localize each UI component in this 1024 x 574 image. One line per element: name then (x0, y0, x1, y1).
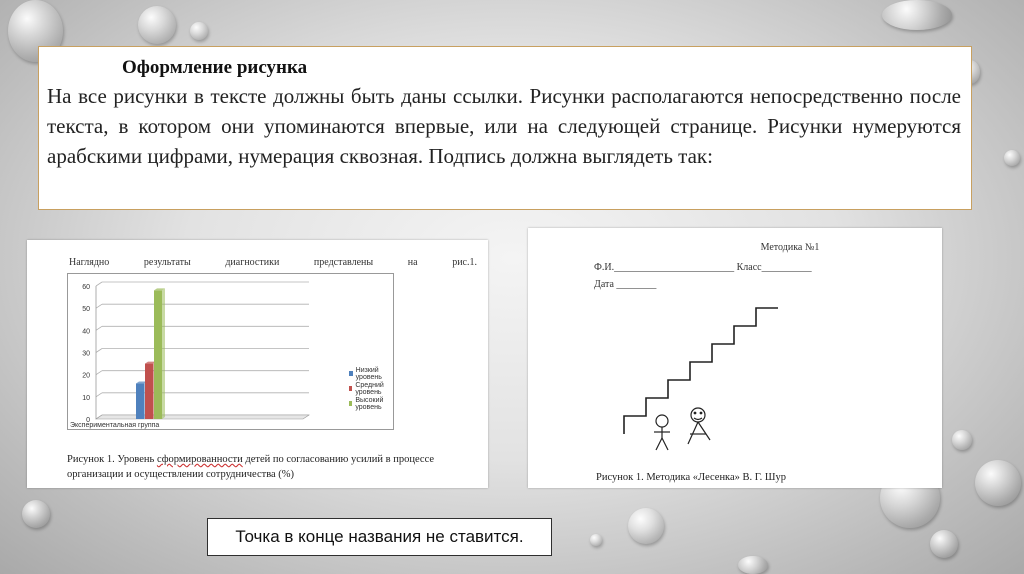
gridline-depth (96, 282, 102, 286)
water-drop-decoration (628, 508, 664, 544)
water-drop-decoration (952, 430, 972, 450)
date-line: Дата ________ (594, 279, 657, 290)
chart-floor (96, 415, 309, 419)
water-drop-decoration (738, 556, 768, 574)
y-tick-label: 50 (82, 306, 90, 314)
figure-caption (67, 452, 477, 482)
water-drop-decoration (590, 534, 602, 546)
legend-swatch (349, 371, 353, 376)
gridline-depth (96, 371, 102, 375)
bar (154, 290, 162, 419)
water-drop-decoration (975, 460, 1021, 506)
gridline-depth (96, 326, 102, 330)
water-drop-decoration (882, 0, 952, 30)
water-drop-decoration (930, 530, 958, 558)
bar (136, 384, 144, 419)
caption-text: Рисунок 1. Уровень (67, 454, 157, 465)
legend-item (349, 396, 393, 411)
slide-body-text: На все рисунки в тексте должны быть даны ссылки. Рисунки располагаются непосредственно после текста, в котором они упоминаются впервые, или на следующей странице. Рисунки нумеруются арабскими цифрами, нумерация сквозная. Подпись должна выглядеть так: (47, 84, 961, 168)
y-tick-label: 0 (86, 417, 90, 424)
y-tick-label: 40 (82, 328, 90, 336)
slide-heading: Оформление рисунка (122, 57, 308, 78)
stick-figure-right (688, 408, 710, 444)
gridline-depth (96, 304, 102, 308)
y-tick-label: 30 (82, 350, 90, 358)
intro-word: Наглядно (69, 257, 110, 268)
intro-word: рис.1. (452, 257, 477, 268)
method-title: Методика №1 (760, 242, 820, 253)
intro-word: результаты (143, 257, 191, 268)
stick-figure-left (654, 415, 670, 450)
figure-chart-example (27, 240, 488, 488)
legend-label: Высокий уровень (355, 396, 384, 411)
intro-word: представлены (313, 257, 374, 268)
y-tick-label: 60 (82, 284, 90, 291)
intro-word: на (407, 257, 418, 268)
gridline-depth (96, 393, 102, 397)
figure-caption: Рисунок 1. Методика «Лесенка» В. Г. Шур (596, 472, 787, 483)
legend-label: Низкий уровень (355, 366, 382, 381)
water-drop-decoration (138, 6, 176, 44)
note-text: Точка в конце названия не ставится. (235, 527, 524, 546)
legend-item (349, 366, 393, 381)
bar-side (162, 288, 165, 419)
caption-text: детей по согласованию усилий в процессе организации и осуществлении сотрудничества (%) (67, 454, 435, 480)
water-drop-decoration (190, 22, 208, 40)
legend-item (349, 381, 393, 396)
bar-chart (68, 274, 393, 429)
legend-swatch (349, 401, 352, 406)
figure-ladder-example (528, 228, 942, 488)
legend-label: Средний уровень (355, 381, 384, 396)
ladder-drawing (528, 228, 942, 468)
y-tick-label: 10 (82, 394, 90, 402)
chart-frame (67, 273, 394, 430)
legend-swatch (349, 386, 352, 391)
figure-intro-line (69, 257, 477, 268)
gridline-depth (96, 349, 102, 353)
intro-word: диагностики (225, 257, 280, 268)
x-category-label: Экспериментальная группа (70, 422, 160, 429)
chart-legend (349, 366, 393, 411)
note-box (207, 518, 552, 556)
y-tick-label: 20 (82, 372, 90, 380)
caption-underlined-word: сформированности (156, 454, 243, 465)
slide-text-box (38, 46, 972, 210)
water-drop-decoration (1004, 150, 1020, 166)
water-drop-decoration (22, 500, 50, 528)
bar (145, 364, 153, 419)
staircase-line (624, 308, 778, 434)
name-class-line: Ф.И.________________________ Класс__________ (594, 262, 812, 273)
